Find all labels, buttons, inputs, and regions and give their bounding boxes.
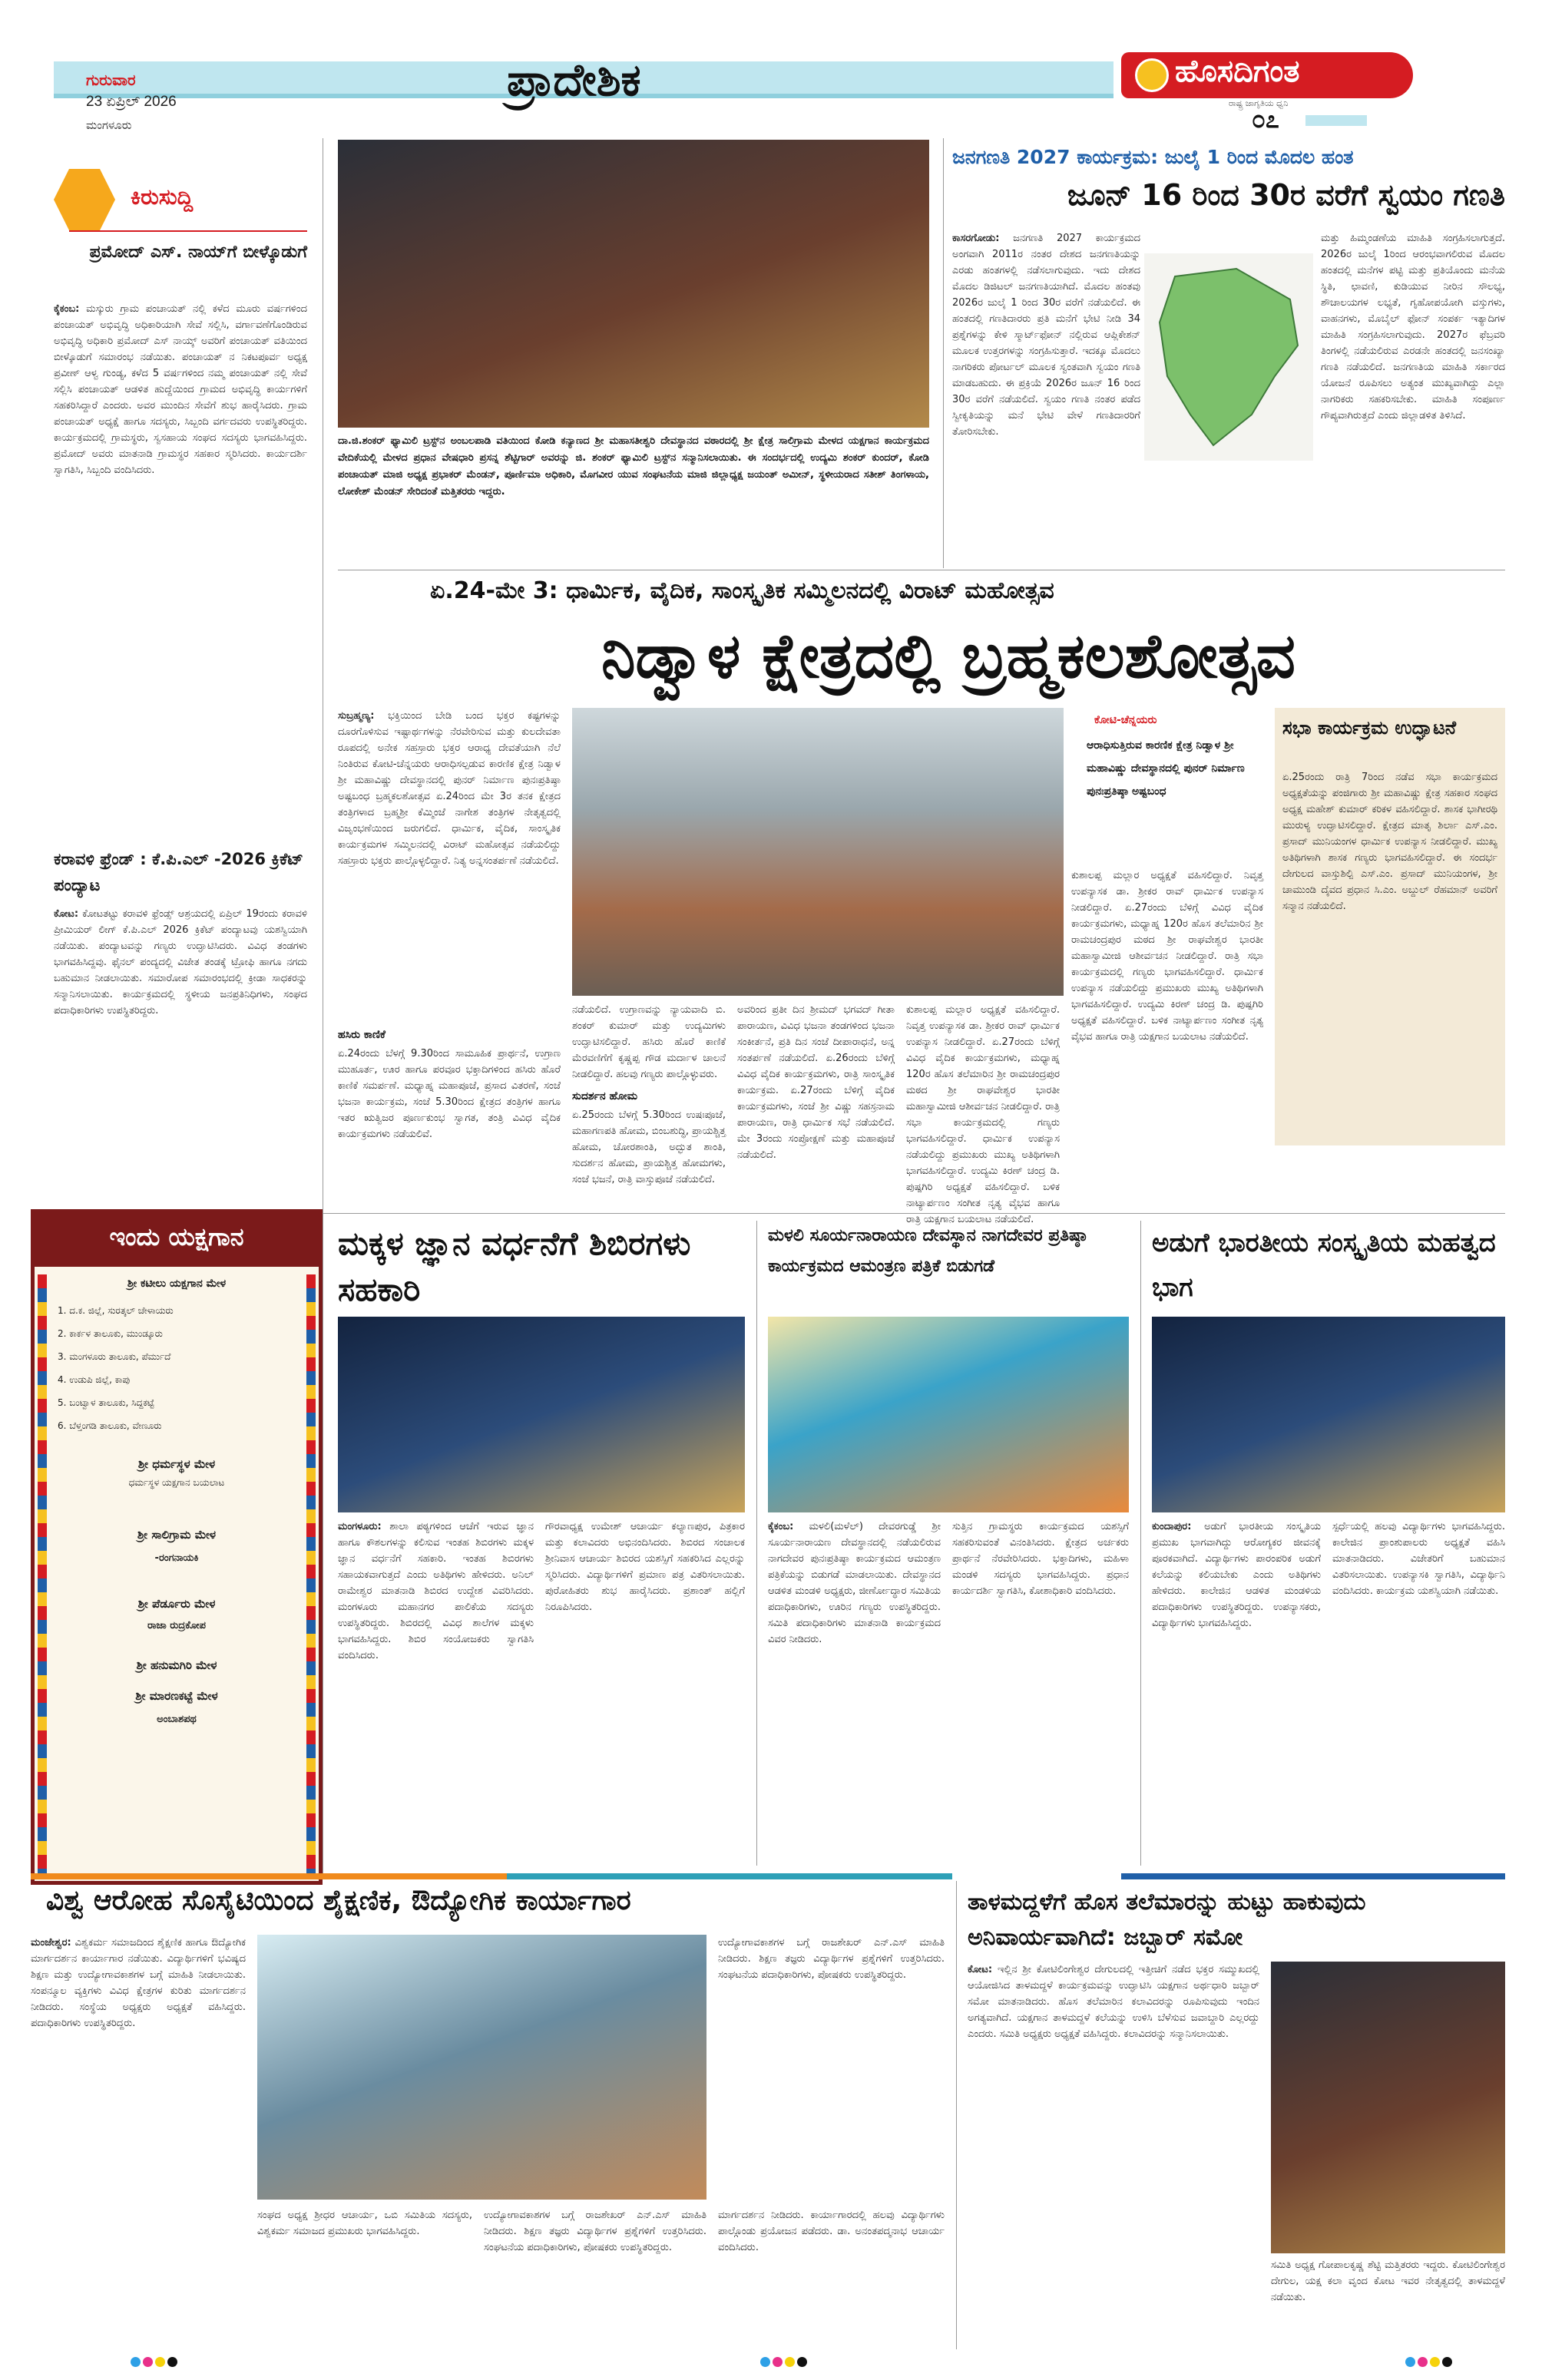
camp-place: ಮಂಗಳೂರು: [338,1521,382,1532]
malali-place: ಕೈಕಂಬ: [768,1521,794,1532]
kirusuddi-label: ಕಿರುಸುದ್ದಿ [131,184,194,210]
issue-city: ಮಂಗಳೂರು [86,118,132,132]
feature-sub1: ಹಸಿರು ಕಾಣಿಕೆ [338,1029,386,1041]
kirusuddi-rule [69,230,307,232]
tala-text1: ಇಲ್ಲಿನ ಶ್ರೀ ಕೋಟಿಲಿಂಗೇಶ್ವರ ದೇಗುಲದಲ್ಲಿ ಇತ್ತೀಚಿಗೆ ನಡೆದ ಭಕ್ತರ ಸಮ್ಮುಖದಲ್ಲಿ ಆಯೋಜಿಸಿದ ತಾಳಮದ್ದಳೆ ಕಾರ್ಯಕ್ರಮವನ್ನು ಉದ್ಘಾಟಿಸಿ ಯಕ್ಷಗಾನ ಅರ್ಥಧಾರಿ ಜಬ್ಬಾರ್ ಸಮೋ ಮಾತನಾಡಿದರು. ಹೊಸ ತಲೆಮಾರಿನ ಕಲಾವಿದರನ್ನು ರೂಪಿಸುವುದು ಇಂದಿನ ಅಗತ್ಯವಾಗಿದೆ. ಯಕ್ಷಗಾನ ತಾಳಮದ್ದಳೆ ಕಲೆಯನ್ನು ಉಳಿಸಿ ಬೆಳೆಸುವ ಜವಾಬ್ದಾರಿ ಎಲ್ಲರದ್ದು ಎಂದರು. ಸಮಿತಿ ಅಧ್ಯಕ್ಷರು ಅಧ್ಯಕ್ಷತೆ ವಹಿಸಿದ್ದರು. ಕಲಾವಿದರನ್ನು ಸನ್ಮಾನಿಸಲಾಯಿತು. [968,1964,1259,2040]
mela3-name: ಶ್ರೀ ಸಾಲಿಗ್ರಾಮ ಮೇಳ [137,1528,217,1542]
feature-box1-title: ಕೋಟಿ-ಚೆನ್ನಯರು [1094,714,1157,726]
nidwala-temple-photo [572,708,1064,996]
tala-caption: ಸಮಿತಿ ಅಧ್ಯಕ್ಷ ಗೋಪಾಲಕೃಷ್ಣ ಶೆಟ್ಟಿ ಮತ್ತಿತರರು ಇದ್ದರು. ಕೋಟಿಲಿಂಗೇಶ್ವರ ದೇಗುಲ, ಯಕ್ಷ ಕಲಾ ವೃಂದ ಕೋಟ ಇವರ ನೇತೃತ್ವದಲ್ಲಿ ತಾಳಮದ್ದಳೆ ನಡೆಯಿತು. [1271,2259,1505,2303]
vishwa-text1: ವಿಶ್ವಕರ್ಮ ಸಮಾಜದಿಂದ ಶೈಕ್ಷಣಿಕ ಹಾಗೂ ಔದ್ಯೋಗಿಕ ಮಾರ್ಗದರ್ಶನ ಕಾರ್ಯಾಗಾರ ನಡೆಯಿತು. ವಿದ್ಯಾರ್ಥಿಗಳಿಗೆ ಭವಿಷ್ಯದ ಶಿಕ್ಷಣ ಮತ್ತು ಉದ್ಯೋಗಾವಕಾಶಗಳ ಬಗ್ಗೆ ಮಾಹಿತಿ ನೀಡಲಾಯಿತು. ಸಂಪನ್ಮೂಲ ವ್ಯಕ್ತಿಗಳು ವಿವಿಧ ಕ್ಷೇತ್ರಗಳ ಕುರಿತು ಮಾರ್ಗದರ್ಶನ ನೀಡಿದರು. ಸಂಸ್ಥೆಯ ಅಧ್ಯಕ್ಷರು ಅಧ್ಯಕ್ಷತೆ ವಹಿಸಿದ್ದರು. ಪದಾಧಿಕಾರಿಗಳು ಉಪಸ್ಥಿತರಿದ್ದರು. [31,1937,246,2029]
tala-place: ಕೋಟ: [968,1964,993,1975]
mela3-text: -ರಂಗನಾಯಕಿ [154,1552,199,1564]
camp-divider [756,1221,757,1866]
malali-release-photo [768,1317,1129,1512]
registration-marks-left [131,2355,180,2370]
blue-rule [1121,1873,1505,1879]
brief2-title: ಕರಾವಳಿ ಫ್ರೆಂಡ್ : ಕೆ.ಪಿ.ಎಲ್ -2026 ಕ್ರಿಕೆಟ್ ಪಂದ್ಯಾಟ [54,850,303,894]
camp-text1: ಶಾಲಾ ಪಠ್ಯಗಳಿಂದ ಆಚೆಗೆ ಇರುವ ಜ್ಞಾನ ಹಾಗೂ ಕೌಶಲಗಳನ್ನು ಕಲಿಸುವ ಇಂತಹ ಶಿಬಿರಗಳು ಮಕ್ಕಳ ಜ್ಞಾನ ವರ್ಧನೆಗೆ ಸಹಕಾರಿ. ಇಂತಹ ಶಿಬಿರಗಳು ಸಹಾಯಕವಾಗುತ್ತದೆ ಎಂದು ಅತಿಥಿಗಳು ಹೇಳಿದರು. ಅನಿಲ್ ರಾಮೇಶ್ವರ ಮಾತನಾಡಿ ಶಿಬಿರದ ಉದ್ದೇಶ ವಿವರಿಸಿದರು. ಮಂಗಳೂರು ಮಹಾನಗರ ಪಾಲಿಕೆಯ ಸದಸ್ಯರು ಉಪಸ್ಥಿತರಿದ್ದರು. ಶಿಬಿರದಲ್ಲಿ ವಿವಿಧ ಶಾಲೆಗಳ ಮಕ್ಕಳು ಭಾಗವಹಿಸಿದ್ದರು. ಶಿಬಿರ ಸಂಯೋಜಕರು ಸ್ವಾಗತಿಸಿ ವಂದಿಸಿದರು. [338,1521,534,1661]
mela1-item: 5. ಬಂಟ್ವಾಳ ತಾಲೂಕು, ಸಿದ್ದಕಟ್ಟೆ [58,1397,154,1408]
brief1-title: ಪ್ರಮೋದ್ ಎಸ್. ನಾಯ್‌ಗೆ ಬೀಳ್ಕೊಡುಗೆ [89,243,307,262]
camp-col2: ಗೌರವಾಧ್ಯಕ್ಷ ಉಮೇಶ್ ಆಚಾರ್ಯ ಕಲ್ಯಾಣಪುರ, ಪಿತ್ರಕಾರ ಮತ್ತು ಕಲಾವಿದರು ಅಭಿನಂದಿಸಿದರು. ಶಿಬಿರದ ಸಂಚಾಲಕ ಶ್ರೀನಿವಾಸ ಆಚಾರ್ಯ ಶಿಬಿರದ ಯಶಸ್ಸಿಗೆ ಸಹಕರಿಸಿದ ಎಲ್ಲರನ್ನು ಸ್ಮರಿಸಿದರು. ವಿದ್ಯಾರ್ಥಿಗಳಿಗೆ ಪ್ರಮಾಣ ಪತ್ರ ವಿತರಿಸಲಾಯಿತು. ಪುರೋಹಿತರು ಶುಭ ಹಾರೈಸಿದರು. ಪ್ರಶಾಂತ್ ಹಲ್ಲಿಗೆ ನಿರೂಪಿಸಿದರು. [545,1521,745,1613]
kitchen-col2: ಸ್ಪರ್ಧೆಯಲ್ಲಿ ಹಲವು ವಿದ್ಯಾರ್ಥಿಗಳು ಭಾಗವಹಿಸಿದ್ದರು. ಕಾಲೇಜಿನ ಪ್ರಾಂಶುಪಾಲರು ಅಧ್ಯಕ್ಷತೆ ವಹಿಸಿ ಮಾತನಾಡಿದರು. ವಿಜೇತರಿಗೆ ಬಹುಮಾನ ವಿತರಿಸಲಾಯಿತು. ಉಪನ್ಯಾಸಕಿ ಸ್ವಾಗತಿಸಿ, ವಿದ್ಯಾರ್ಥಿನಿ ವಂದಿಸಿದರು. ಕಾರ್ಯಕ್ರಮ ಯಶಸ್ವಿಯಾಗಿ ನಡೆಯಿತು. [1332,1521,1505,1597]
mela1-item: 3. ಮಂಗಳೂರು ತಾಲೂಕು, ಪೆರ್ಮುದೆ [58,1351,171,1362]
mela1-name: ಶ್ರೀ ಕಟೀಲು ಯಕ್ಷಗಾನ ಮೇಳ [127,1278,227,1290]
tala-col1 [968,1962,1259,2349]
tala-headline: ತಾಳಮದ್ದಳೆಗೆ ಹೊಸ ತಲೆಮಾರನ್ನು ಹುಟ್ಟು ಹಾಕುವುದು ಅನಿವಾರ್ಯವಾಗಿದೆ: ಜಬ್ಬಾರ್ ಸಮೋ [968,1889,1366,1951]
vishwa-col3: ಸಂಘದ ಅಧ್ಯಕ್ಷ ಶ್ರೀಧರ ಆಚಾರ್ಯ, ಒಬಿ ಸಮಿತಿಯ ಸದಸ್ಯರು, ವಿಶ್ವಕರ್ಮ ಸಮಾಜದ ಪ್ರಮುಖರು ಭಾಗವಹಿಸಿದ್ದರು. [257,2210,472,2237]
kitchen-headline: ಅಡುಗೆ ಭಾರತೀಯ ಸಂಸ್ಕೃತಿಯ ಮಹತ್ವದ ಭಾಗ [1152,1228,1496,1303]
page-number-tick [1305,115,1367,126]
brief2-body [54,906,307,1221]
orange-rule [31,1873,507,1879]
kasaragod-map-shape-icon [1144,253,1313,461]
census-kicker: ಜನಗಣತಿ 2027 ಕಾರ್ಯಕ್ರಮ: ಜುಲೈ 1 ರಿಂದ ಮೊದಲ ಹಂತ [952,146,1354,168]
section-title: ಪ್ರಾದೇಶಿಕ [507,54,641,106]
feature-box2 [1275,708,1505,1145]
registration-marks-right [1405,2355,1454,2370]
feature-place: ಸುಬ್ರಹ್ಮಣ್ಯ: [338,710,375,722]
feature-col4: ಕುಶಾಲಪ್ಪ ಮಲ್ಲಾರ ಅಧ್ಯಕ್ಷತೆ ವಹಿಸಲಿದ್ದಾರೆ. ನಿವೃತ್ತ ಉಪನ್ಯಾಸಕ ಡಾ. ಶ್ರೀಕರ ರಾವ್ ಧಾರ್ಮಿಕ ಉಪನ್ಯಾಸ ನೀಡಲಿದ್ದಾರೆ. ಏ.27ರಂದು ಬೆಳಿಗ್ಗೆ ವಿವಿಧ ವೈದಿಕ ಕಾರ್ಯಕ್ರಮಗಳು, ಮಧ್ಯಾಹ್ನ 120ರ ಹೊಸ ತಲೆಮಾರಿನ ಶ್ರೀ ರಾಮಚಂದ್ರಪುರ ಮಠದ ಶ್ರೀ ರಾಘವೇಶ್ವರ ಭಾರತೀ ಮಹಾಸ್ವಾಮೀಜಿ ಆಶೀರ್ವಚನ ನೀಡಲಿದ್ದಾರೆ. ರಾತ್ರಿ ಸಭಾ ಕಾರ್ಯಕ್ರಮದಲ್ಲಿ ಗಣ್ಯರು ಭಾಗವಹಿಸಲಿದ್ದಾರೆ. ಧಾರ್ಮಿಕ ಉಪನ್ಯಾಸ ನಡೆಯಲಿದ್ದು ಪ್ರಮುಖರು ಮುಖ್ಯ ಅತಿಥಿಗಳಾಗಿ ಭಾಗವಹಿಸಲಿದ್ದಾರೆ. ಉದ್ಯಮಿ ಕಿರಣ್ ಚಂದ್ರ ಡಿ. ಪುಷ್ಪಗಿರಿ ಅಧ್ಯಕ್ಷತೆ ವಹಿಸಲಿದ್ದಾರೆ. ಬಳಿಕ ನಾಟ್ಯಾರ್ಪಣಂ ಸಂಗೀತ ನೃತ್ಯ ವೈಭವ ಹಾಗೂ ರಾತ್ರಿ ಯಕ್ಷಗಾನ ಬಯಲಾಟ ನಡೆಯಲಿದೆ. [906,1004,1060,1225]
feature-box2-title: ಸಭಾ ಕಾರ್ಯಕ್ರಮ ಉದ್ಘಾಟನೆ [1282,717,1457,739]
kitchen-col1 [1152,1519,1321,1864]
vishwa-headline: ವಿಶ್ವ ಆರೋಹ ಸೊಸೈಟಿಯಿಂದ ಶೈಕ್ಷಣಿಕ, ಔದ್ಯೋಗಿಕ ಕಾರ್ಯಾಗಾರ [46,1885,631,1916]
feature-kicker: ಏ.24-ಮೇ 3: ಧಾರ್ಮಿಕ, ವೈದಿಕ, ಸಾಂಸ್ಕೃತಿಕ ಸಮ್ಮಿಲನದಲ್ಲಿ ವಿರಾಟ್ ಮಹೋತ್ಸವ [430,577,1054,604]
vishwa-col3b: ಉದ್ಯೋಗಾವಕಾಶಗಳ ಬಗ್ಗೆ ರಾಜಶೇಖರ್ ಎನ್.ಎಸ್ ಮಾಹಿತಿ ನೀಡಿದರು. ಶಿಕ್ಷಣ ತಜ್ಞರು ವಿದ್ಯಾರ್ಥಿಗಳ ಪ್ರಶ್ನೆಗಳಿಗೆ ಉತ್ತರಿಸಿದರು. ಸಂಘಟನೆಯ ಪದಾಧಿಕಾರಿಗಳು, ಪೋಷಕರು ಉಪಸ್ಥಿತರಿದ್ದರು. [484,2210,706,2253]
mela1-item: 4. ಉಡುಪಿ ಜಿಲ್ಲೆ, ಕಾಪು [58,1374,131,1385]
brief2-place: ಕೋಟ: [54,908,79,920]
brief1-body [54,301,307,838]
vishwa-col1 [31,1935,246,2349]
feature-col5: ಕುಶಾಲಪ್ಪ ಮಲ್ಲಾರ ಅಧ್ಯಕ್ಷತೆ ವಹಿಸಲಿದ್ದಾರೆ. ನಿವೃತ್ತ ಉಪನ್ಯಾಸಕ ಡಾ. ಶ್ರೀಕರ ರಾವ್ ಧಾರ್ಮಿಕ ಉಪನ್ಯಾಸ ನೀಡಲಿದ್ದಾರೆ. ಏ.27ರಂದು ಬೆಳಿಗ್ಗೆ ವಿವಿಧ ವೈದಿಕ ಕಾರ್ಯಕ್ರಮಗಳು, ಮಧ್ಯಾಹ್ನ 120ರ ಹೊಸ ತಲೆಮಾರಿನ ಶ್ರೀ ರಾಮಚಂದ್ರಪುರ ಮಠದ ಶ್ರೀ ರಾಘವೇಶ್ವರ ಭಾರತೀ ಮಹಾಸ್ವಾಮೀಜಿ ಆಶೀರ್ವಚನ ನೀಡಲಿದ್ದಾರೆ. ರಾತ್ರಿ ಸಭಾ ಕಾರ್ಯಕ್ರಮದಲ್ಲಿ ಗಣ್ಯರು ಭಾಗವಹಿಸಲಿದ್ದಾರೆ. ಧಾರ್ಮಿಕ ಉಪನ್ಯಾಸ ನಡೆಯಲಿದ್ದು ಪ್ರಮುಖರು ಮುಖ್ಯ ಅತಿಥಿಗಳಾಗಿ ಭಾಗವಹಿಸಲಿದ್ದಾರೆ. ಉದ್ಯಮಿ ಕಿರಣ್ ಚಂದ್ರ ಡಿ. ಪುಷ್ಪಗಿರಿ ಅಧ್ಯಕ್ಷತೆ ವಹಿಸಲಿದ್ದಾರೆ. ಬಳಿಕ ನಾಟ್ಯಾರ್ಪಣಂ ಸಂಗೀತ ನೃತ್ಯ ವೈಭವ ಹಾಗೂ ರಾತ್ರಿ ಯಕ್ಷಗಾನ ಬಯಲಾಟ ನಡೆಯಲಿದೆ. [1071,870,1263,1043]
mela1-item: 1. ದ.ಕ. ಜಿಲ್ಲೆ, ಸುರತ್ಕಲ್ ಚೇಳಾಯರು [58,1305,174,1316]
yakshagana-felicitation-photo [338,140,929,428]
teal-rule [507,1873,952,1879]
vishwa-col2: ಉದ್ಯೋಗಾವಕಾಶಗಳ ಬಗ್ಗೆ ರಾಜಶೇಖರ್ ಎನ್.ಎಸ್ ಮಾಹಿತಿ ನೀಡಿದರು. ಶಿಕ್ಷಣ ತಜ್ಞರು ವಿದ್ಯಾರ್ಥಿಗಳ ಪ್ರಶ್ನೆಗಳಿಗೆ ಉತ್ತರಿಸಿದರು. ಸಂಘಟನೆಯ ಪದಾಧಿಕಾರಿಗಳು, ಪೋಷಕರು ಉಪಸ್ಥಿತರಿದ್ದರು. [718,1937,945,1981]
mela1-list [58,1299,296,1437]
logo-emblem-icon [1135,58,1169,92]
kitchen-event-photo [1152,1317,1505,1512]
top-divider [943,138,944,568]
census-col1 [952,230,1140,568]
vishwa-col4: ಮಾರ್ಗದರ್ಶನ ನೀಡಿದರು. ಕಾರ್ಯಾಗಾರದಲ್ಲಿ ಹಲವು ವಿದ್ಯಾರ್ಥಿಗಳು ಪಾಲ್ಗೊಂಡು ಪ್ರಯೋಜನ ಪಡೆದರು. ಡಾ. ಅನಂತಪದ್ಮನಾಭ ಆಚಾರ್ಯ ವಂದಿಸಿದರು. [718,2210,945,2253]
yakshagana-box-title: ಇಂದು ಯಕ್ಷಗಾನ [109,1222,244,1251]
feature-bottom-rule [323,1213,1505,1214]
vishwa-place: ಮಂಜೇಶ್ವರ: [31,1937,71,1949]
feature-col2: ನಡೆಯಲಿದೆ. ಉಗ್ರಾಣವನ್ನು ನ್ಯಾಯವಾದಿ ಬಿ. ಶಂಕರ್ ಕುಮಾರ್ ಮತ್ತು ಉದ್ಯಮಿಗಳು ಉದ್ಘಾಟಿಸಲಿದ್ದಾರೆ. ಹಸಿರು ಹೊರೆ ಕಾಣಿಕೆ ಮೆರವಣಿಗೆಗೆ ಕೃಷ್ಣಪ್ಪ ಗೌಡ ಮರ್ದಾಳ ಚಾಲನೆ ನೀಡಲಿದ್ದಾರೆ. ಹಲವು ಗಣ್ಯರು ಪಾಲ್ಗೊಳ್ಳುವರು. [572,1004,726,1080]
mela1-item: 6. ಬೆಳ್ತಂಗಡಿ ತಾಲೂಕು, ವೇಣೂರು [58,1420,162,1431]
malali-divider [1140,1221,1141,1866]
issue-date: 23 ಏಪ್ರಿಲ್ 2026 [86,94,177,110]
feature-text1: ಭಕ್ತಿಯಿಂದ ಬೇಡಿ ಬಂದ ಭಕ್ತರ ಕಷ್ಟಗಳನ್ನು ದೂರಗೊಳಿಸುವ ಇಷ್ಟಾರ್ಥಗಳನ್ನು ನೆರವೇರಿಸುವ ಮತ್ತು ಕುಲದೇವತಾ ರೂಪದಲ್ಲಿ ಅನೇಕ ಸಹಸ್ರಾರು ಭಕ್ತರ ಆರಾಧ್ಯ ದೇವತೆಯಾಗಿ ನೆಲೆ ನಿಂತಿರುವ ಕೋಟಿ-ಚೆನ್ನಯರು ಆರಾಧಿಸಲ್ಪಡುವ ಕಾರಣಿಕ ಕ್ಷೇತ್ರ ನಿಡ್ವಾಳ ಶ್ರೀ ಮಹಾವಿಷ್ಣು ದೇವಸ್ಥಾನದಲ್ಲಿ ಪುನರ್ ನಿರ್ಮಾಣ ಪುನಃಪ್ರತಿಷ್ಠಾ ಅಷ್ಟಬಂಧ ಬ್ರಹ್ಮಕಲಶೋತ್ಸವ ಏ.24ರಿಂದ ಮೇ 3ರ ತನಕ ಕ್ಷೇತ್ರದ ತಂತ್ರಿಗಳಾದ ಬ್ರಹ್ಮಶ್ರೀ ಕೆಮ್ಮಿಂಜೆ ನಾಗೇಶ ತಂತ್ರಿಗಳ ನೇತೃತ್ವದಲ್ಲಿ ವಿಜೃಂಭಣೆಯಿಂದ ಜರುಗಲಿದೆ. ಧಾರ್ಮಿಕ, ವೈದಿಕ, ಸಾಂಸ್ಕೃತಿಕ ಕಾರ್ಯಕ್ರಮಗಳ ಸಮ್ಮಿಲನದಲ್ಲಿ ವಿರಾಟ್ ಮಹೋತ್ಸವ ನಡೆಯಲಿದ್ದು ಸಹಸ್ರಾರು ಭಕ್ತರು ಪಾಲ್ಗೊಳ್ಳಲಿದ್ದಾರೆ. ನಿತ್ಯ ಅನ್ನಸಂತರ್ಪಣೆ ನಡೆಯಲಿದೆ. [338,710,561,867]
feature-box2-text: ಏ.25ರಂದು ರಾತ್ರಿ 7ರಿಂದ ನಡೆವ ಸಭಾ ಕಾರ್ಯಕ್ರಮದ ಅಧ್ಯಕ್ಷತೆಯನ್ನು ಪಂಜಿಗಾರು ಶ್ರೀ ಮಹಾವಿಷ್ಣು ಕ್ಷೇತ್ರ ಸಹಕಾರ ಸಂಘದ ಅಧ್ಯಕ್ಷ ಮಹೇಶ್ ಕುಮಾರ್ ಕರಿಕಳ ವಹಿಸಲಿದ್ದಾರೆ. ಶಾಸಕ ಭಾಗೀರಥಿ ಮುರುಳ್ಯ ಉದ್ಘಾಟಿಸಲಿದ್ದಾರೆ. ಕ್ಷೇತ್ರದ ಮಾತೃ ಶಿರ್ಲಾ ಎಸ್.ಎಂ. ಪ್ರಸಾದ್ ಮುನಿಯಂಗಳ ಧಾರ್ಮಿಕ ಉಪನ್ಯಾಸ ನೀಡಲಿದ್ದಾರೆ. ಮುಖ್ಯ ಅತಿಥಿಗಳಾಗಿ ಶಾಸಕ ಗಣ್ಯರು ಭಾಗವಹಿಸಲಿದ್ದಾರೆ. ಈ ಸಂದರ್ಭ ದೇಗುಲದ ವಾಸ್ತುಶಿಲ್ಪಿ ಎಸ್.ಎಂ. ಪ್ರಸಾದ್ ಮುನಿಯಂಗಳ, ಶ್ರೀ ಚಾಮುಂಡಿ ದೈವದ ಪ್ರಧಾನ ಸಿ.ಎಂ. ಅಬ್ದುಲ್ ರೆಹಮಾನ್ ಅವರಿಗೆ ಸನ್ಮಾನ ನಡೆಯಲಿದೆ. [1282,772,1497,912]
feature-sub2: ಸುದರ್ಶನ ಹೋಮ [572,1090,638,1102]
brief1-text: ಮಸ್ಕುರು ಗ್ರಾಮ ಪಂಚಾಯತ್ ನಲ್ಲಿ ಕಳೆದ ಮೂರು ವರ್ಷಗಳಿಂದ ಪಂಚಾಯತ್ ಅಭಿವೃದ್ಧಿ ಅಧಿಕಾರಿಯಾಗಿ ಸೇವೆ ಸಲ್ಲಿಸಿ, ವರ್ಗಾವಣೆಗೊಂಡಿರುವ ಅಭಿವೃದ್ಧಿ ಅಧಿಕಾರಿ ಪ್ರಮೋದ್ ಎಸ್ ನಾಯ್ಕ್ ಅವರಿಗೆ ಪಂಚಾಯತ್ ವತಿಯಿಂದ ಬೀಳ್ಕೊಡುಗೆ ಸಮಾರಂಭ ನಡೆಯಿತು. ಪಂಚಾಯತ್ ನ ನಿಕಟಪೂರ್ವ ಅಧ್ಯಕ್ಷ ಪ್ರವೀಣ್ ಆಳ್ವ ಗುಂಡ್ಯ, ಕಳೆದ 5 ವರ್ಷಗಳಿಂದ ನಮ್ಮ ಪಂಚಾಯತ್ ನಲ್ಲಿ ಸೇವೆ ಸಲ್ಲಿಸಿ ಪಂಚಾಯತ್ ಆಡಳಿತ ಹುದ್ದೆಯಿಂದ ಗ್ರಾಮದ ಅಭಿವೃದ್ಧಿ ಕಾರ್ಯಗಳಿಗೆ ಸಹಕರಿಸಿದ್ದಾರೆ ಎಂದರು. ಅವರ ಮುಂದಿನ ಸೇವೆಗೆ ಶುಭ ಹಾರೈಸಿದರು. ಗ್ರಾಮ ಪಂಚಾಯತ್ ಅಧ್ಯಕ್ಷೆ ಹಾಗೂ ಸದಸ್ಯರು, ಸಿಬ್ಬಂದಿ ವರ್ಗದವರು ಉಪಸ್ಥಿತರಿದ್ದರು. ಕಾರ್ಯಕ್ರಮದಲ್ಲಿ ಗ್ರಾಮಸ್ಥರು, ಸ್ವಸಹಾಯ ಸಂಘದ ಸದಸ್ಯರು ಭಾಗವಹಿಸಿದ್ದರು. ಪ್ರಮೋದ್ ಅವರು ಮಾತನಾಡಿ ಗ್ರಾಮಸ್ಥರ ಸಹಕಾರ ಸ್ಮರಿಸಿದರು. ಕಾರ್ಯದರ್ಶಿ ಸ್ವಾಗತಿಸಿ, ಸಿಬ್ಬಂದಿ ವಂದಿಸಿದರು. [54,303,307,476]
topstory-caption: ದಾ.ಜಿ.ಶಂಕರ್ ಫ್ಯಾಮಿಲಿ ಟ್ರಸ್ಟ್‌ನ ಅಂಬಲಪಾಡಿ ವತಿಯಿಂದ ಕೋಡಿ ಕನ್ಯಾಣದ ಶ್ರೀ ಮಹಾಸತೀಶ್ವರಿ ದೇವಸ್ಥಾನದ ವಠಾರದಲ್ಲಿ ಶ್ರೀ ಕ್ಷೇತ್ರ ಸಾಲಿಗ್ರಾಮ ಮೇಳದ ಯಕ್ಷಗಾನ ಕಾರ್ಯಕ್ರಮದ ವೇದಿಕೆಯಲ್ಲಿ ಮೇಳದ ಪ್ರಧಾನ ವೇಷಧಾರಿ ಪ್ರಸನ್ನ ಶೆಟ್ಟಿಗಾರ್ ಅವರನ್ನು ಜಿ. ಶಂಕರ್ ಫ್ಯಾಮಿಲಿ ಟ್ರಸ್ಟ್‌ನ ಸನ್ಮಾನಿಸಲಾಯಿತು. ಈ ಸಂದರ್ಭದಲ್ಲಿ ಉದ್ಯಮಿ ಶಂಕರ್ ಕುಂದರ್, ಕೋಡಿ ಪಂಚಾಯತ್ ಮಾಜಿ ಅಧ್ಯಕ್ಷ ಪ್ರಭಾಕರ್ ಮೆಂಡನ್, ಪೂರ್ಣಿಮಾ ಅಧಿಕಾರಿ, ಮೊಗವೀರ ಯುವ ಸಂಘಟನೆಯ ಮಾಜಿ ಜಿಲ್ಲಾಧ್ಯಕ್ಷ ಜಯಂತ್ ಅಮೀನ್, ಸ್ಥಳೀಯರಾದ ಸತೀಶ್ ತಿಂಗಳಾಯ, ಲೋಕೇಶ್ ಮೆಂಡನ್ ಸೇರಿದಂತೆ ಮತ್ತಿತರರು ಇದ್ದರು. [338,435,929,497]
census-text1: ಜನಗಣತಿ 2027 ಕಾರ್ಯಕ್ರಮದ ಅಂಗವಾಗಿ 2011ರ ನಂತರ ದೇಶದ ಜನಗಣತಿಯನ್ನು ಎರಡು ಹಂತಗಳಲ್ಲಿ ನಡೆಸಲಾಗುವುದು. ಇದು ದೇಶದ ಮೊದಲ ಡಿಜಿಟಲ್ ಜನಗಣತಿಯಾಗಿದೆ. ಮೊದಲ ಹಂತವು 2026ರ ಜುಲೈ 1 ರಿಂದ 30ರ ವರೆಗೆ ನಡೆಯಲಿದೆ. ಈ ಹಂತದಲ್ಲಿ ಗಣತಿದಾರರು ಪ್ರತಿ ಮನೆಗೆ ಭೇಟಿ ನೀಡಿ 34 ಪ್ರಶ್ನೆಗಳನ್ನು ಕೇಳಿ ಸ್ಮಾರ್ಟ್‌ಫೋನ್ ನಲ್ಲಿರುವ ಆಪ್ಲಿಕೇಶನ್ ಮೂಲಕ ಉತ್ತರಗಳನ್ನು ಸಂಗ್ರಹಿಸುತ್ತಾರೆ. ಇದಕ್ಕೂ ಮೊದಲು ನಾಗರಿಕರು ಪೋರ್ಟಲ್ ಮೂಲಕ ಸ್ವಂತವಾಗಿ ಸ್ವಯಂ ಗಣತಿ ಮಾಡಬಹುದು. ಈ ಪ್ರಕ್ರಿಯೆ 2026ರ ಜೂನ್ 16 ರಿಂದ 30ರ ವರೆಗೆ ನಡೆಯಲಿದೆ. ಸ್ವಯಂ ಗಣತಿ ನಂತರ ಪಡೆದ ಸ್ವೀಕೃತಿಯನ್ನು ಮನೆ ಭೇಟಿ ವೇಳೆ ಗಣತಿದಾರರಿಗೆ ತೋರಿಸಬೇಕು. [952,233,1140,438]
camp-col1 [338,1519,534,1864]
brief2-text: ಕೋಟತಟ್ಟು ಕರಾವಳಿ ಫ್ರೆಂಡ್ಸ್ ಆಶ್ರಯದಲ್ಲಿ ಏಪ್ರಿಲ್ 19ರಂದು ಕರಾವಳಿ ಪ್ರೀಮಿಯರ್ ಲೀಗ್ ಕೆ.ಪಿ.ಎಲ್ 2026 ಕ್ರಿಕೆಟ್ ಪಂದ್ಯಾಟವು ಯಶಸ್ವಿಯಾಗಿ ನಡೆಯಿತು. ಪಂದ್ಯಾಟವನ್ನು ಗಣ್ಯರು ಉದ್ಘಾಟಿಸಿದರು. ವಿವಿಧ ತಂಡಗಳು ಭಾಗವಹಿಸಿದ್ದವು. ಫೈನಲ್ ಪಂದ್ಯದಲ್ಲಿ ವಿಜೇತ ತಂಡಕ್ಕೆ ಟ್ರೋಫಿ ಹಾಗೂ ನಗದು ಬಹುಮಾನ ನೀಡಲಾಯಿತು. ಸಮಾರೋಪ ಸಮಾರಂಭದಲ್ಲಿ ಕ್ರೀಡಾ ಸಾಧಕರನ್ನು ಸನ್ಮಾನಿಸಲಾಯಿತು. ಕಾರ್ಯಕ್ರಮದಲ್ಲಿ ಸ್ಥಳೀಯ ಜನಪ್ರತಿನಿಧಿಗಳು, ಸಂಘದ ಪದಾಧಿಕಾರಿಗಳು ಉಪಸ್ಥಿತರಿದ್ದರು. [54,908,307,1016]
brief1-place: ಕೈಕಂಬ: [54,303,80,315]
feature-col3: ಅವರಿಂದ ಪ್ರತೀ ದಿನ ಶ್ರೀಮದ್ ಭಗವದ್ ಗೀತಾ ಪಾರಾಯಣ, ವಿವಿಧ ಭಜನಾ ತಂಡಗಳಿಂದ ಭಜನಾ ಸಂಕೀರ್ತನೆ, ಪ್ರತಿ ದಿನ ಸಂಜೆ ದೀಪಾರಾಧನೆ, ಅನ್ನ ಸಂತರ್ಪಣೆ ನಡೆಯಲಿದೆ. ಏ.26ರಂದು ಬೆಳಿಗ್ಗೆ ವಿವಿಧ ವೈದಿಕ ಕಾರ್ಯಕ್ರಮಗಳು, ರಾತ್ರಿ ಸಾಂಸ್ಕೃತಿಕ ಕಾರ್ಯಕ್ರಮ. ಏ.27ರಂದು ಬೆಳಿಗ್ಗೆ ವೈದಿಕ ಕಾರ್ಯಕ್ರಮಗಳು, ಸಂಜೆ ಶ್ರೀ ವಿಷ್ಣು ಸಹಸ್ರನಾಮ ಪಾರಾಯಣ, ರಾತ್ರಿ ಧಾರ್ಮಿಕ ಸಭೆ ನಡೆಯಲಿದೆ. ಮೇ 3ರಂದು ಸಂಪ್ರೋಕ್ಷಣೆ ಮತ್ತು ಮಹಾಪೂಜೆ ನಡೆಯಲಿದೆ. [737,1004,895,1161]
kirusuddi-badge [54,169,307,223]
yakshagana-border-left [38,1274,47,1873]
camp-stage-photo [338,1317,745,1512]
mela6-name: ಶ್ರೀ ಮಾರಣಕಟ್ಟೆ ಮೇಳ [135,1689,218,1703]
feature-col1b: ಏ.24ರಂದು ಬೆಳಗ್ಗೆ 9.30ರಿಂದ ಸಾಮೂಹಿಕ ಪ್ರಾರ್ಥನೆ, ಉಗ್ರಾಣ ಮುಹೂರ್ತ, ಊರ ಹಾಗೂ ಪರವೂರ ಭಕ್ತಾದಿಗಳಿಂದ ಹಸಿರು ಹೊರೆ ಕಾಣಿಕೆ ಸಮರ್ಪಣೆ. ಮಧ್ಯಾಹ್ನ ಮಹಾಪೂಜೆ, ಪ್ರಸಾದ ವಿತರಣೆ, ಸಂಜೆ ಭಜನಾ ಕಾರ್ಯಕ್ರಮ, ಸಂಜೆ 5.30ರಿಂದ ಕ್ಷೇತ್ರದ ತಂತ್ರಿಗಳ ಹಾಗೂ ಇತರ ಋತ್ವಿಜರ ಪೂರ್ಣಕುಂಭ ಸ್ವಾಗತ, ತಂತ್ರಿ ವಿವಿಧ ವೈದಿಕ ಕಾರ್ಯಕ್ರಮಗಳು ನಡೆಯಲಿವೆ. [338,1048,561,1140]
mela1-item: 2. ಕಾರ್ಕಳ ತಾಲೂಕು, ಮುಂಡ್ಕೂರು [58,1328,163,1339]
malali-col1 [768,1519,941,1864]
malali-headline: ಮಳಲಿ ಸೂರ್ಯನಾರಾಯಣ ದೇವಸ್ಥಾನ ನಾಗದೇವರ ಪ್ರತಿಷ್ಠಾ ಕಾರ್ಯಕ್ರಮದ ಆಮಂತ್ರಣ ಪತ್ರಿಕೆ ಬಿಡುಗಡೆ [768,1226,1087,1276]
yakshagana-box [31,1209,323,1885]
mela2-name: ಶ್ರೀ ಧರ್ಮಸ್ಥಳ ಮೇಳ [137,1457,216,1471]
mela4-text: ರಾಜಾ ರುದ್ರಕೋಪ [147,1620,207,1631]
tala-event-photo [1271,1962,1505,2253]
feature-col1 [338,708,561,1030]
page-number: ೦೭ [1252,104,1279,134]
bottom-divider [956,1881,957,2349]
feature-col2b: ಏ.25ರಂದು ಬೆಳಗ್ಗೆ 5.30ರಿಂದ ಉಷಃಪೂಜೆ, ಮಹಾಗಣಪತಿ ಹೋಮ, ಬಿಂಬಶುದ್ಧಿ, ಪ್ರಾಯಶ್ಚಿತ್ತ ಹೋಮ, ಚೋರಶಾಂತಿ, ಅದ್ಭುತ ಶಾಂತಿ, ಸುದರ್ಶನ ಹೋಮ, ಪ್ರಾಯಶ್ಚಿತ್ತ ಹೋಮಗಳು, ಸಂಜೆ ಭಜನೆ, ರಾತ್ರಿ ವಾಸ್ತುಪೂಜೆ ನಡೆಯಲಿದೆ. [572,1109,726,1185]
masthead [0,0,1542,138]
mela5-name: ಶ್ರೀ ಹನುಮಗಿರಿ ಮೇಳ [136,1658,217,1672]
feature-box1-text: ಆರಾಧಿಸುತ್ತಿರುವ ಕಾರಣಿಕ ಕ್ಷೇತ್ರ ನಿಡ್ವಾಳ ಶ್ರೀ ಮಹಾವಿಷ್ಣು ದೇವಸ್ಥಾನದಲ್ಲಿ ಪುನರ್ ನಿರ್ಮಾಣ ಪುನಃಪ್ರತಿಷ್ಠಾ ಅಷ್ಟಬಂಧ [1087,739,1245,798]
yakshagana-border-right [306,1274,316,1873]
kasaragod-map [1144,253,1313,461]
vishwa-workshop-photo [257,1935,706,2200]
kitchen-place: ಕುಂದಾಪುರ: [1152,1521,1192,1532]
malali-col2: ಸುತ್ತಿನ ಗ್ರಾಮಸ್ಥರು ಕಾರ್ಯಕ್ರಮದ ಯಶಸ್ಸಿಗೆ ಸಹಕರಿಸುವಂತೆ ವಿನಂತಿಸಿದರು. ಕ್ಷೇತ್ರದ ಅರ್ಚಕರು ಪ್ರಾರ್ಥನೆ ನೆರವೇರಿಸಿದರು. ಭಕ್ತಾದಿಗಳು, ಮಹಿಳಾ ಮಂಡಳಿ ಸದಸ್ಯರು ಭಾಗವಹಿಸಿದ್ದರು. ಪ್ರಧಾನ ಕಾರ್ಯದರ್ಶಿ ಸ್ವಾಗತಿಸಿ, ಕೋಶಾಧಿಕಾರಿ ವಂದಿಸಿದರು. [952,1521,1129,1597]
paper-name: ಹೊಸದಿಗಂತ [1175,54,1300,89]
malali-text1: ಮಳಲಿ(ಮಳೆಲ್) ದೇವರಗುಡ್ಡೆ ಶ್ರೀ ಸೂರ್ಯನಾರಾಯಣ ದೇವಸ್ಥಾನದಲ್ಲಿ ನಡೆಯಲಿರುವ ನಾಗದೇವರ ಪುನಃಪ್ರತಿಷ್ಠಾ ಕಾರ್ಯಕ್ರಮದ ಆಮಂತ್ರಣ ಪತ್ರಿಕೆಯನ್ನು ಬಿಡುಗಡೆ ಮಾಡಲಾಯಿತು. ದೇವಸ್ಥಾನದ ಆಡಳಿತ ಮಂಡಳಿ ಅಧ್ಯಕ್ಷರು, ಜೀರ್ಣೋದ್ಧಾರ ಸಮಿತಿಯ ಪದಾಧಿಕಾರಿಗಳು, ಊರಿನ ಗಣ್ಯರು ಉಪಸ್ಥಿತರಿದ್ದರು. ಸಮಿತಿ ಪದಾಧಿಕಾರಿಗಳು ಮಾತನಾಡಿ ಕಾರ್ಯಕ್ರಮದ ವಿವರ ನೀಡಿದರು. [768,1521,941,1645]
camp-headline: ಮಕ್ಕಳ ಜ್ಞಾನ ವರ್ಧನೆಗೆ ಶಿಬಿರಗಳು ಸಹಕಾರಿ [338,1225,691,1308]
mela2-text: ಧರ್ಮಸ್ಥಳ ಯಕ್ಷಗಾನ ಬಯಲಾಟ [128,1477,225,1488]
mela4-name: ಶ್ರೀ ಪೆರ್ಡೂರು ಮೇಳ [137,1597,216,1611]
feature-headline: ನಿಡ್ವಾಳ ಕ್ಷೇತ್ರದಲ್ಲಿ ಬ್ರಹ್ಮಕಲಶೋತ್ಸವ [601,620,1296,692]
mela6-text: ಅಂಬಾಶಪಥ [157,1714,197,1725]
kitchen-text1: ಅಡುಗೆ ಭಾರತೀಯ ಸಂಸ್ಕೃತಿಯ ಪ್ರಮುಖ ಭಾಗವಾಗಿದ್ದು ಆರೋಗ್ಯಕರ ಜೀವನಕ್ಕೆ ಪೂರಕವಾಗಿದೆ. ವಿದ್ಯಾರ್ಥಿಗಳು ಪಾರಂಪರಿಕ ಅಡುಗೆ ಕಲೆಯನ್ನು ಕಲಿಯಬೇಕು ಎಂದು ಅತಿಥಿಗಳು ಹೇಳಿದರು. ಕಾಲೇಜಿನ ಆಡಳಿತ ಮಂಡಳಿಯ ಪದಾಧಿಕಾರಿಗಳು ಉಪಸ್ಥಿತರಿದ್ದರು. ಉಪನ್ಯಾಸಕರು, ವಿದ್ಯಾರ್ಥಿಗಳು ಭಾಗವಹಿಸಿದ್ದರು. [1152,1521,1321,1629]
hand-icon [54,169,115,230]
paper-tagline: ರಾಷ್ಟ್ರ ಜಾಗೃತಿಯ ಧ್ವನಿ [1229,98,1289,108]
registration-marks-mid [760,2355,809,2370]
issue-day: ಗುರುವಾರ [86,72,136,89]
census-headline: ಜೂನ್ 16 ರಿಂದ 30ರ ವರೆಗೆ ಸ್ವಯಂ ಗಣತಿ [1067,178,1505,212]
census-place: ಕಾಸರಗೋಡು: [952,233,1000,244]
census-col2: ಮತ್ತು ಹಿಮ್ಮಂಡಣೆಯ ಮಾಹಿತಿ ಸಂಗ್ರಹಿಸಲಾಗುತ್ತದೆ. 2026ರ ಜುಲೈ 1ರಿಂದ ಆರಂಭವಾಗಲಿರುವ ಮೊದಲ ಹಂತದಲ್ಲಿ ಮನೆಗಳ ಪಟ್ಟಿ ಮತ್ತು ಪ್ರತಿಯೊಂದು ಮನೆಯ ಸ್ಥಿತಿ, ಛಾವಣಿ, ಕುಡಿಯುವ ನೀರಿನ ಸೌಲಭ್ಯ, ಶೌಚಾಲಯಗಳ ಲಭ್ಯತೆ, ಗೃಹೋಪಯೋಗಿ ವಸ್ತುಗಳು, ವಾಹನಗಳು, ಮೊಬೈಲ್ ಫೋನ್ ಸಂಪರ್ಕ ಇತ್ಯಾದಿಗಳ ಮಾಹಿತಿ ಸಂಗ್ರಹಿಸಲಾಗುವುದು. 2027ರ ಫೆಬ್ರವರಿ ತಿಂಗಳಲ್ಲಿ ನಡೆಯಲಿರುವ ಎರಡನೇ ಹಂತದಲ್ಲಿ ಜನಸಂಖ್ಯಾ ಗಣತಿ ನಡೆಯಲಿದೆ. ಜನಗಣತಿಯ ಮಾಹಿತಿ ಸರ್ಕಾರದ ಯೋಜನೆ ರೂಪಿಸಲು ಅತ್ಯಂತ ಮುಖ್ಯವಾಗಿದ್ದು ಎಲ್ಲಾ ನಾಗರಿಕರು ಸಹಕರಿಸಬೇಕು. ಮಾಹಿತಿ ಸಂಪೂರ್ಣ ಗೌಪ್ಯವಾಗಿರುತ್ತದೆ ಎಂದು ಜಿಲ್ಲಾಡಳಿತ ತಿಳಿಸಿದೆ. [1321,233,1505,421]
